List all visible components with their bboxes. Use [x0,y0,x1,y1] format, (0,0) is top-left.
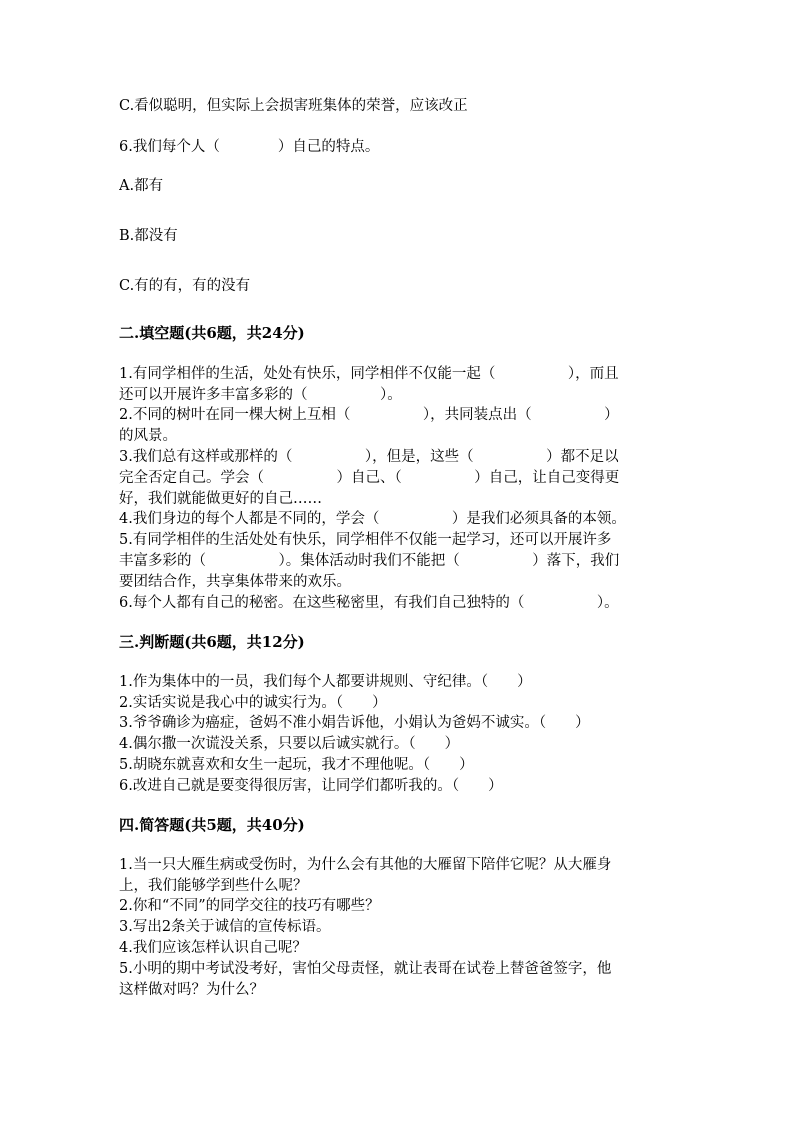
fill-blank-line: 好，我们就能做更好的自己…… [119,491,322,507]
section-4-heading: 四.简答题(共5题，共40分) [119,816,305,834]
question-5-option-c: C.看似聪明，但实际上会损害班集体的荣誉，应该改正 [119,98,468,114]
judgment-question: 2.实话实说是我心中的诚实行为。（ ） [119,695,387,711]
judgment-question: 1.作为集体中的一员，我们每个人都要讲规则、守纪律。（ ） [119,674,532,690]
question-6-option-b: B.都没有 [119,228,178,244]
short-answer-line: 5.小明的期中考试没考好，害怕父母责怪，就让表哥在试卷上替爸爸签字，他 [119,961,612,977]
short-answer-line: 4.我们应该怎样认识自己呢？ [119,940,307,956]
fill-blank-line: 丰富多彩的（ ）。集体活动时我们不能把（ ）落下，我们 [119,553,620,569]
judgment-question: 3.爷爷确诊为癌症，爸妈不准小娟告诉他，小娟认为爸妈不诚实。（ ） [119,715,590,731]
fill-blank-line: 6.每个人都有自己的秘密。在这些秘密里，有我们自己独特的（ ）。 [119,595,619,611]
fill-blank-line: 1.有同学相伴的生活，处处有快乐，同学相伴不仅能一起（ ），而且 [119,366,619,382]
section-3-heading: 三.判断题(共6题，共12分) [119,633,305,651]
short-answer-line: 这样做对吗？为什么？ [119,982,264,998]
fill-blank-line: 2.不同的树叶在同一棵大树上互相（ ），共同装点出（ ） [119,407,619,423]
fill-blank-line: 还可以开展许多丰富多彩的（ ）。 [119,387,402,403]
judgment-question: 4.偶尔撒一次谎没关系，只要以后诚实就行。（ ） [119,736,460,752]
fill-blank-line: 3.我们总有这样或那样的（ ），但是，这些（ ）都不足以 [119,449,619,465]
section-2-heading: 二.填空题(共6题，共24分) [119,324,305,342]
short-answer-line: 2.你和“不同”的同学交往的技巧有哪些？ [119,898,380,914]
fill-blank-line: 完全否定自己。学会（ ）自己、（ ）自己，让自己变得更 [119,470,620,486]
question-6-stem: 6.我们每个人（ ）自己的特点。 [119,139,380,155]
judgment-question: 5.胡晓东就喜欢和女生一起玩，我才不理他呢。（ ） [119,757,474,773]
short-answer-line: 1.当一只大雁生病或受伤时，为什么会有其他的大雁留下陪伴它呢？从大雁身 [119,857,612,873]
fill-blank-line: 4.我们身边的每个人都是不同的，学会（ ）是我们必须具备的本领。 [119,511,626,527]
question-6-option-c: C.有的有，有的没有 [119,278,251,294]
judgment-question: 6.改进自己就是要变得很厉害，让同学们都听我的。（ ） [119,778,503,794]
fill-blank-line: 5.有同学相伴的生活处处有快乐，同学相伴不仅能一起学习，还可以开展许多 [119,532,612,548]
short-answer-line: 上，我们能够学到些什么呢？ [119,878,308,894]
fill-blank-line: 的风景。 [119,428,177,444]
short-answer-line: 3.写出2条关于诚信的宣传标语。 [119,919,331,935]
fill-blank-line: 要团结合作，共享集体带来的欢乐。 [119,574,351,590]
question-6-option-a: A.都有 [119,178,164,194]
